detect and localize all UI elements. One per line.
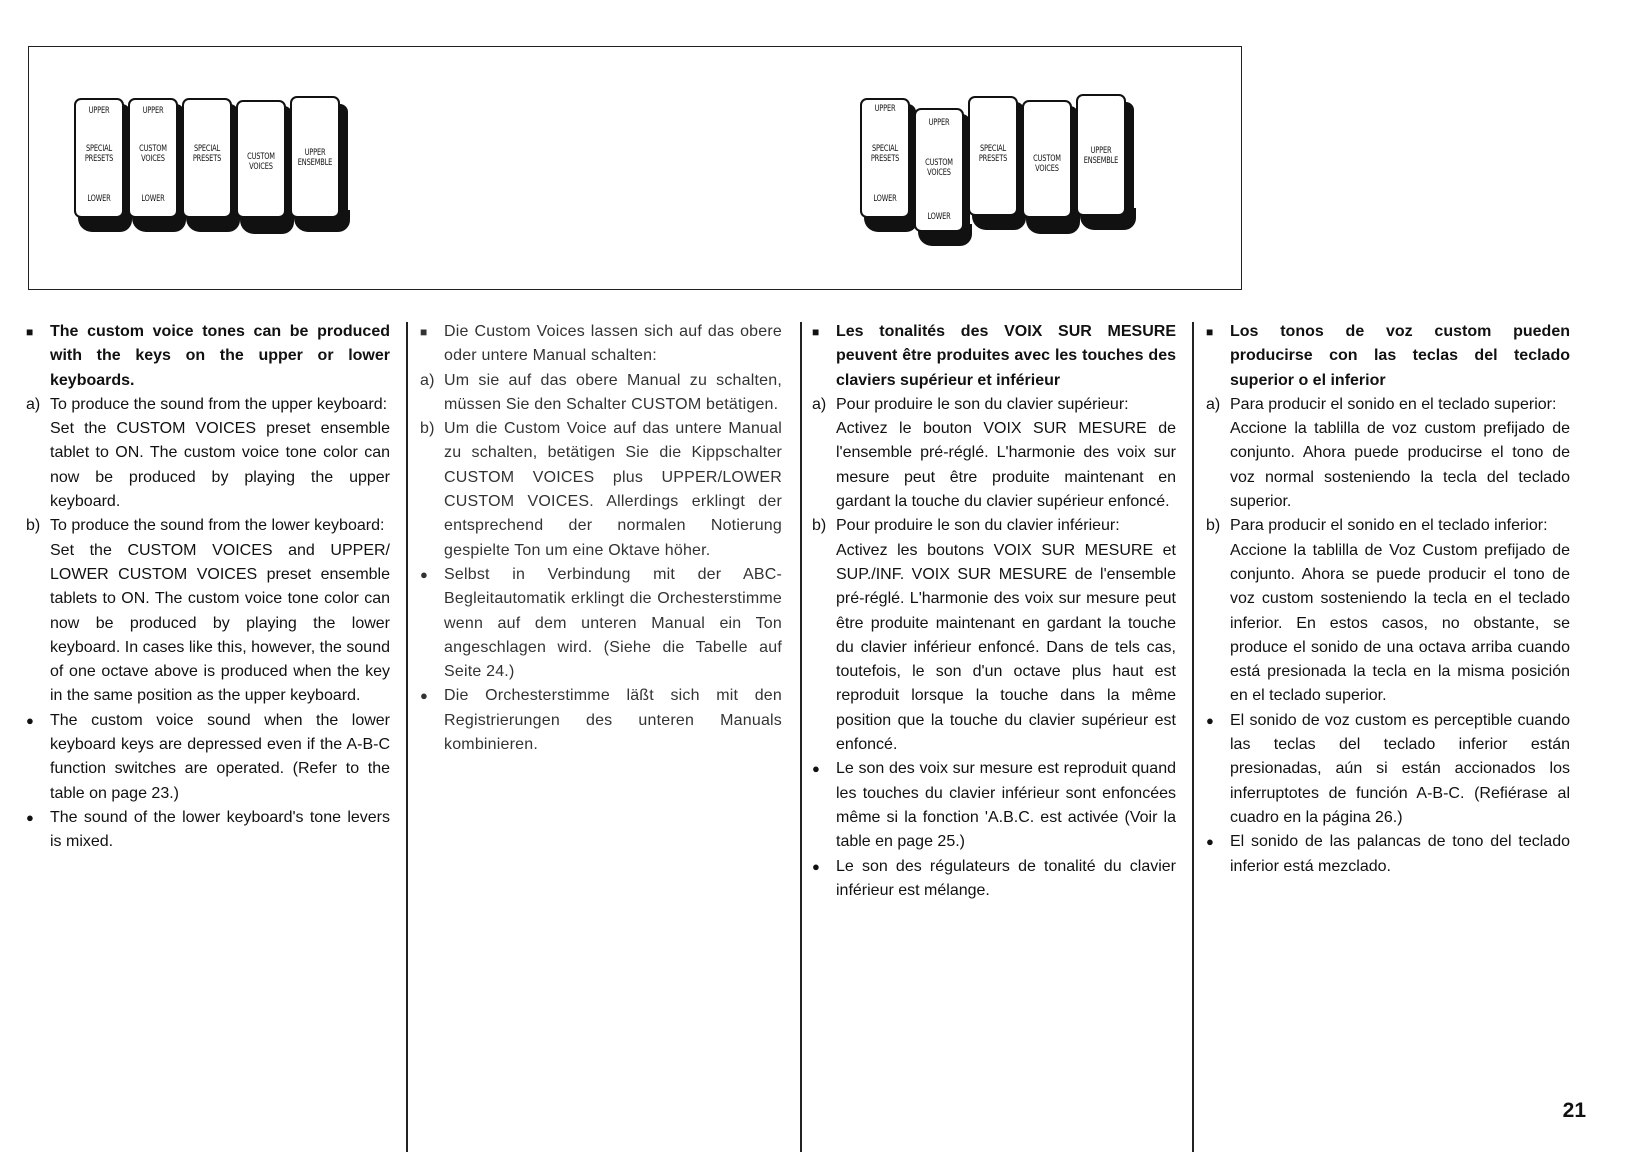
- column-divider: [800, 322, 802, 1152]
- spanish-a-body: Accione la tablilla de voz custom prefijado de conjunto. Ahora puede producirse el tono de voz normal sosteniendo la tecla del teclado superior.: [1230, 420, 1570, 511]
- tablet-label-middle: SPECIAL PRESETS: [192, 144, 222, 164]
- tablet-label-top: UPPER: [142, 106, 164, 116]
- french-bullet-2: ● Le son des régulateurs de tonalité du clavier inférieur est mélange.: [812, 855, 1176, 904]
- column-divider: [1192, 322, 1194, 1152]
- german-b-body: Um die Custom Voice auf das untere Manual zu schalten, betätigen Sie die Kippschalter CUSTOM VOICES plus UPPER/LOWER CUSTOM VOICES. Allerdings erklingt der entsprechend der normalen Notierung gespielte Ton um eine Oktave höher.: [444, 420, 782, 559]
- tablet-label-middle: CUSTOM VOICES: [925, 158, 953, 178]
- english-heading: ■ The custom voice tones can be produced with the keys on the upper or lower keyboards.: [26, 320, 390, 393]
- french-a-title: Pour produire le son du clavier supérieur:: [836, 395, 1129, 413]
- german-item-a: [420, 369, 782, 418]
- item-marker: a): [26, 395, 41, 413]
- spanish-b-title: Para producir el sonido en el teclado inferior:: [1230, 517, 1548, 535]
- french-bullet-1: ● Le son des voix sur mesure est reproduit quand les touches du clavier inférieur sont enfoncées même si la fonction 'A.B.C. est activée (Voir la table en page 25.): [812, 757, 1176, 854]
- tablet-label-middle: SPECIAL PRESETS: [84, 144, 114, 164]
- tablet-label-middle: SPECIAL PRESETS: [978, 144, 1008, 164]
- english-item-b: [26, 514, 390, 708]
- german-a-body: Um sie auf das obere Manual zu schalten, müssen Sie den Schalter CUSTOM betätigen.: [444, 371, 782, 413]
- column-spanish: [1206, 320, 1570, 879]
- item-marker: a): [420, 371, 435, 389]
- item-marker: b): [1206, 517, 1221, 535]
- french-item-a: [812, 393, 1176, 514]
- english-bullet-2: ● The sound of the lower keyboard's tone levers is mixed.: [26, 806, 390, 855]
- tablet-label-middle: CUSTOM VOICES: [1033, 154, 1061, 174]
- english-a-title: To produce the sound from the upper keyboard:: [50, 395, 388, 413]
- spanish-bullet-2: ● El sonido de las palancas de tono del teclado inferior está mezclado.: [1206, 830, 1570, 879]
- spanish-item-b: [1206, 514, 1570, 708]
- german-item-b: [420, 417, 782, 563]
- tablet-label-top: UPPER: [88, 106, 110, 116]
- tablet-label-middle: CUSTOM VOICES: [139, 144, 167, 164]
- item-marker: b): [812, 517, 827, 535]
- french-a-body: Activez le bouton VOIX SUR MESURE de l'ensemble pré-réglé. L'harmonie des voix sur mesure peut être produite maintenant en gardant la touche du clavier supérieur enfoncé.: [836, 420, 1176, 511]
- item-marker: a): [1206, 395, 1221, 413]
- spanish-a-title: Para producir el sonido en el teclado superior:: [1230, 395, 1557, 413]
- tablet-label-middle: CUSTOM VOICES: [247, 152, 275, 172]
- tablet-label-top: UPPER: [928, 118, 950, 128]
- tablet-label-top: UPPER: [874, 104, 896, 114]
- column-german: [420, 320, 782, 757]
- spanish-b-body: Accione la tablilla de Voz Custom prefijado de conjunto. Ahora se puede producir el tono de voz custom sosteniendo la tecla en el teclado inferior. En estos casos, no obstante, se produce el sonido de una octava arriba cuando está presionada la tecla en la misma posición en el teclado superior.: [1230, 541, 1570, 705]
- german-bullet-1: ● Selbst in Verbindung mit der ABC-Begleitautomatik erklingt die Orchesterstimme wenn auf dem unteren Manual ein Ton angeschlagen wird. (Siehe die Tabelle auf Seite 24.): [420, 563, 782, 684]
- spanish-heading: ■ Los tonos de voz custom pueden producirse con las teclas del teclado superior o el inferior: [1206, 320, 1570, 393]
- tablet-label-bottom: LOWER: [87, 194, 111, 204]
- english-b-body: Set the CUSTOM VOICES and UPPER/ LOWER CUSTOM VOICES preset ensemble tablets to ON. The custom voice tone color can now be produced by playing the lower keyboard. In cases like this, however, the sound of one octave above is produced when the key in the same position as the upper keyboard.: [50, 541, 390, 705]
- english-item-a: [26, 393, 390, 514]
- english-b-title: To produce the sound from the lower keyboard:: [50, 517, 385, 535]
- german-bullet-2: ● Die Orchesterstimme läßt sich mit den Registrierungen des unteren Manuals kombinieren.: [420, 684, 782, 757]
- french-b-body: Activez les boutons VOIX SUR MESURE et SUP./INF. VOIX SUR MESURE de l'ensemble pré-réglé. L'harmonie des voix sur mesure peut être produite maintenant en gardant la touche du clavier inférieur enfoncé. Dans de tels cas, toutefois, le son d'un octave plus haut est reproduit lorsque la touche dans la même position que la touche du clavier supérieur est enfoncé.: [836, 541, 1176, 754]
- spanish-bullet-1: ● El sonido de voz custom es perceptible cuando las teclas del teclado inferior están presionadas, aún si están accionados los inferruptotes de función A-B-C. (Refiérase al cuadro en la página 26.): [1206, 709, 1570, 830]
- german-heading: ■ Die Custom Voices lassen sich auf das obere oder untere Manual schalten:: [420, 320, 782, 369]
- tablet-label-bottom: LOWER: [141, 194, 165, 204]
- item-marker: b): [420, 420, 435, 438]
- item-marker: a): [812, 395, 827, 413]
- french-item-b: [812, 514, 1176, 757]
- french-b-title: Pour produire le son du clavier inférieur:: [836, 517, 1120, 535]
- spanish-item-a: [1206, 393, 1570, 514]
- item-marker: b): [26, 517, 41, 535]
- column-french: [812, 320, 1176, 903]
- english-a-body: Set the CUSTOM VOICES preset ensemble tablet to ON. The custom voice tone color can now be produced by playing the upper keyboard.: [50, 420, 390, 511]
- tablet-label-bottom: LOWER: [873, 194, 897, 204]
- tablet-label-bottom: LOWER: [927, 212, 951, 222]
- column-english: [26, 320, 390, 855]
- tablet-label-middle: SPECIAL PRESETS: [870, 144, 900, 164]
- french-heading: ■ Les tonalités des VOIX SUR MESURE peuvent être produites avec les touches des claviers supérieur et inférieur: [812, 320, 1176, 393]
- page-number: 21: [1562, 1099, 1586, 1122]
- column-divider: [406, 322, 408, 1152]
- english-bullet-1: ● The custom voice sound when the lower keyboard keys are depressed even if the A-B-C function switches are operated. (Refer to the table on page 23.): [26, 709, 390, 806]
- tablet-label-middle: UPPER ENSEMBLE: [1083, 146, 1119, 166]
- tablet-label-middle: UPPER ENSEMBLE: [297, 148, 333, 168]
